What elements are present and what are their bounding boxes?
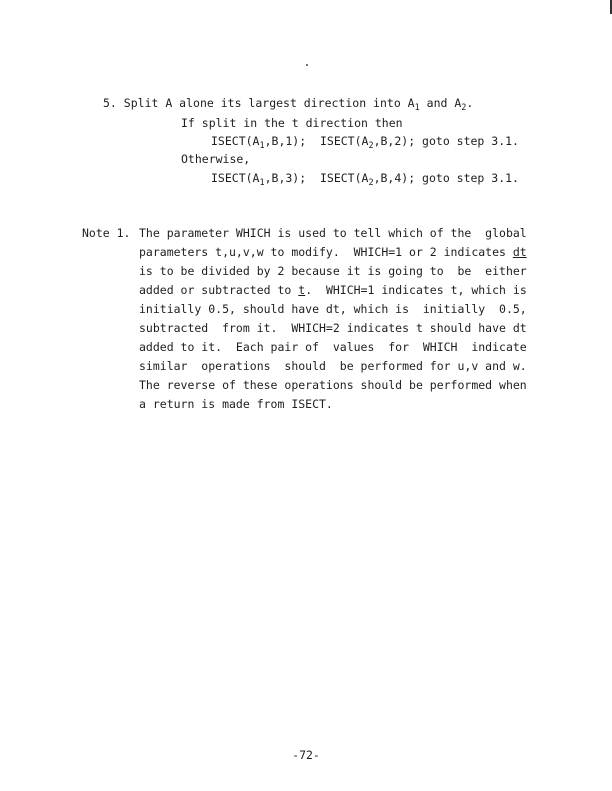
note-line-6: subtracted from it. WHICH=2 indicates t should have dt	[139, 321, 527, 335]
call2-part-c: ,B,4); goto step 3.1.	[373, 171, 519, 185]
note-line-4-rest: . WHICH=1 indicates t, which is	[305, 283, 527, 297]
call2-sub-2: 2	[368, 178, 374, 188]
step-number: 5.	[103, 96, 117, 110]
note-line-7: added to it. Each pair of values for WHICH indicate	[139, 340, 527, 354]
call1-part-c: ,B,2); goto step 3.1.	[373, 134, 519, 148]
step-text-and: and A	[419, 96, 462, 110]
note-line-2-text: parameters t,u,v,w to modify. WHICH=1 or 2 indicates	[139, 245, 513, 259]
call-line-1	[211, 134, 519, 151]
subscript-2: 2	[461, 103, 467, 113]
stray-dot	[306, 64, 308, 66]
note-line-4	[139, 283, 527, 297]
note-line-5: initially 0.5, should have dt, which is initially 0.5,	[139, 302, 527, 316]
if-line: If split in the t direction then	[181, 116, 403, 130]
underlined-t: t	[298, 283, 306, 297]
call1-part-a: ISECT(A	[211, 134, 260, 148]
call2-part-a: ISECT(A	[211, 171, 260, 185]
call2-sub-1: 1	[259, 178, 265, 188]
note-label: Note 1.	[82, 226, 131, 240]
page-number: -72-	[292, 748, 320, 762]
step-text-end: .	[466, 96, 474, 110]
subscript-1: 1	[414, 103, 420, 113]
step-text: Split A alone its largest direction into A	[123, 96, 415, 110]
note-line-4-text: added or subtracted to	[139, 283, 299, 297]
underlined-dt: dt	[512, 245, 527, 259]
call2-part-b: ,B,3); ISECT(A	[264, 171, 369, 185]
call1-sub-1: 1	[259, 141, 265, 151]
note-line-8: similar operations should be performed for u,v and w.	[139, 359, 527, 373]
note-line-10: a return is made from ISECT.	[139, 397, 333, 411]
call1-part-b: ,B,1); ISECT(A	[264, 134, 369, 148]
note-line-1: The parameter WHICH is used to tell which of the global	[139, 226, 527, 240]
call1-sub-2: 2	[368, 141, 374, 151]
note-line-3: is to be divided by 2 because it is going to be either	[139, 264, 527, 278]
call-line-2	[211, 171, 519, 188]
note-line-9: The reverse of these operations should be performed when	[139, 378, 527, 392]
note-line-2	[139, 245, 527, 259]
otherwise-line: Otherwise,	[181, 152, 251, 166]
step-5-line	[103, 96, 474, 113]
